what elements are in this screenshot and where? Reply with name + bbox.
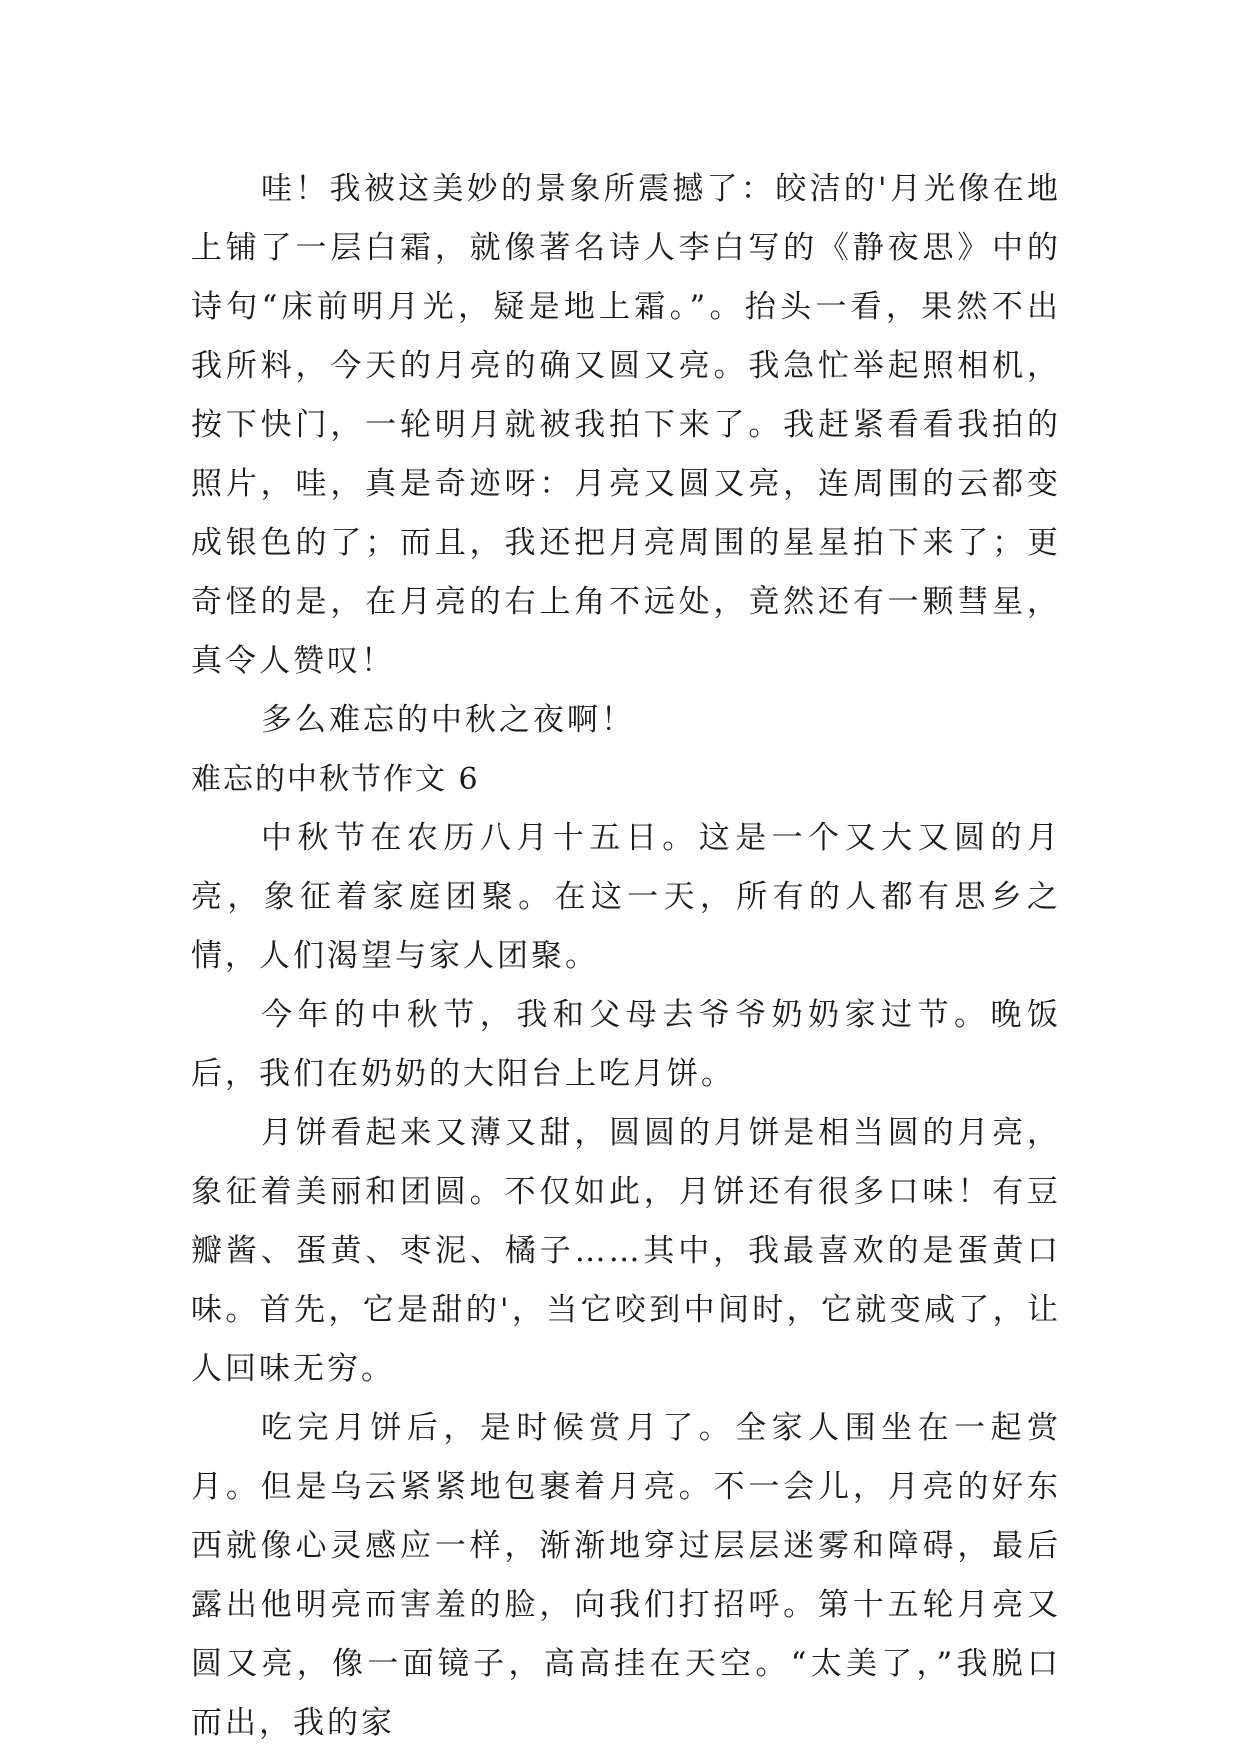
paragraph-memorable-night: 多么难忘的中秋之夜啊！ <box>261 702 635 738</box>
paragraph-grandparents: 今年的中秋节，我和父母去爷爷奶奶家过节。晚饭后，我们在奶奶的大阳台上吃月饼。 <box>191 997 1061 1092</box>
paragraph-mooncakes: 月饼看起来又薄又甜，圆圆的月饼是相当圆的月亮，象征着美丽和团圆。不仅如此，月饼还有很多口味！有豆瓣酱、蛋黄、枣泥、橘子……其中，我最喜欢的是蛋黄口味。首先，它是甜的'，当它咬到中间时，它就变咸了，让人回味无穷。 <box>191 1115 1061 1387</box>
paragraph-moon-photo: 哇！我被这美妙的景象所震撼了：皎洁的'月光像在地上铺了一层白霜，就像著名诗人李白写的《静夜思》中的诗句“床前明月光，疑是地上霜。”。抬头一看，果然不出我所料，今天的月亮的确又圆又亮。我急忙举起照相机，按下快门，一轮明月就被我拍下来了。我赶紧看看我拍的照片，哇，真是奇迹呀：月亮又圆又亮，连周围的云都变成银色的了；而且，我还把月亮周围的星星拍下来了；更奇怪的是，在月亮的右上角不远处，竟然还有一颗彗星，真令人赞叹！ <box>191 171 1061 679</box>
essay-heading: 难忘的中秋节作文 6 <box>191 762 480 797</box>
paragraph-festival-intro: 中秋节在农历八月十五日。这是一个又大又圆的月亮，象征着家庭团聚。在这一天，所有的人都有思乡之情，人们渴望与家人团聚。 <box>191 820 1061 974</box>
essay-body <box>191 160 1061 1753</box>
paragraph-moon-viewing: 吃完月饼后，是时候赏月了。全家人围坐在一起赏月。但是乌云紧紧地包裹着月亮。不一会儿，月亮的好东西就像心灵感应一样，渐渐地穿过层层迷雾和障碍，最后露出他明亮而害羞的脸，向我们打招呼。第十五轮月亮又圆又亮，像一面镜子，高高挂在天空。“太美了，”我脱口而出，我的家 <box>191 1410 1061 1741</box>
